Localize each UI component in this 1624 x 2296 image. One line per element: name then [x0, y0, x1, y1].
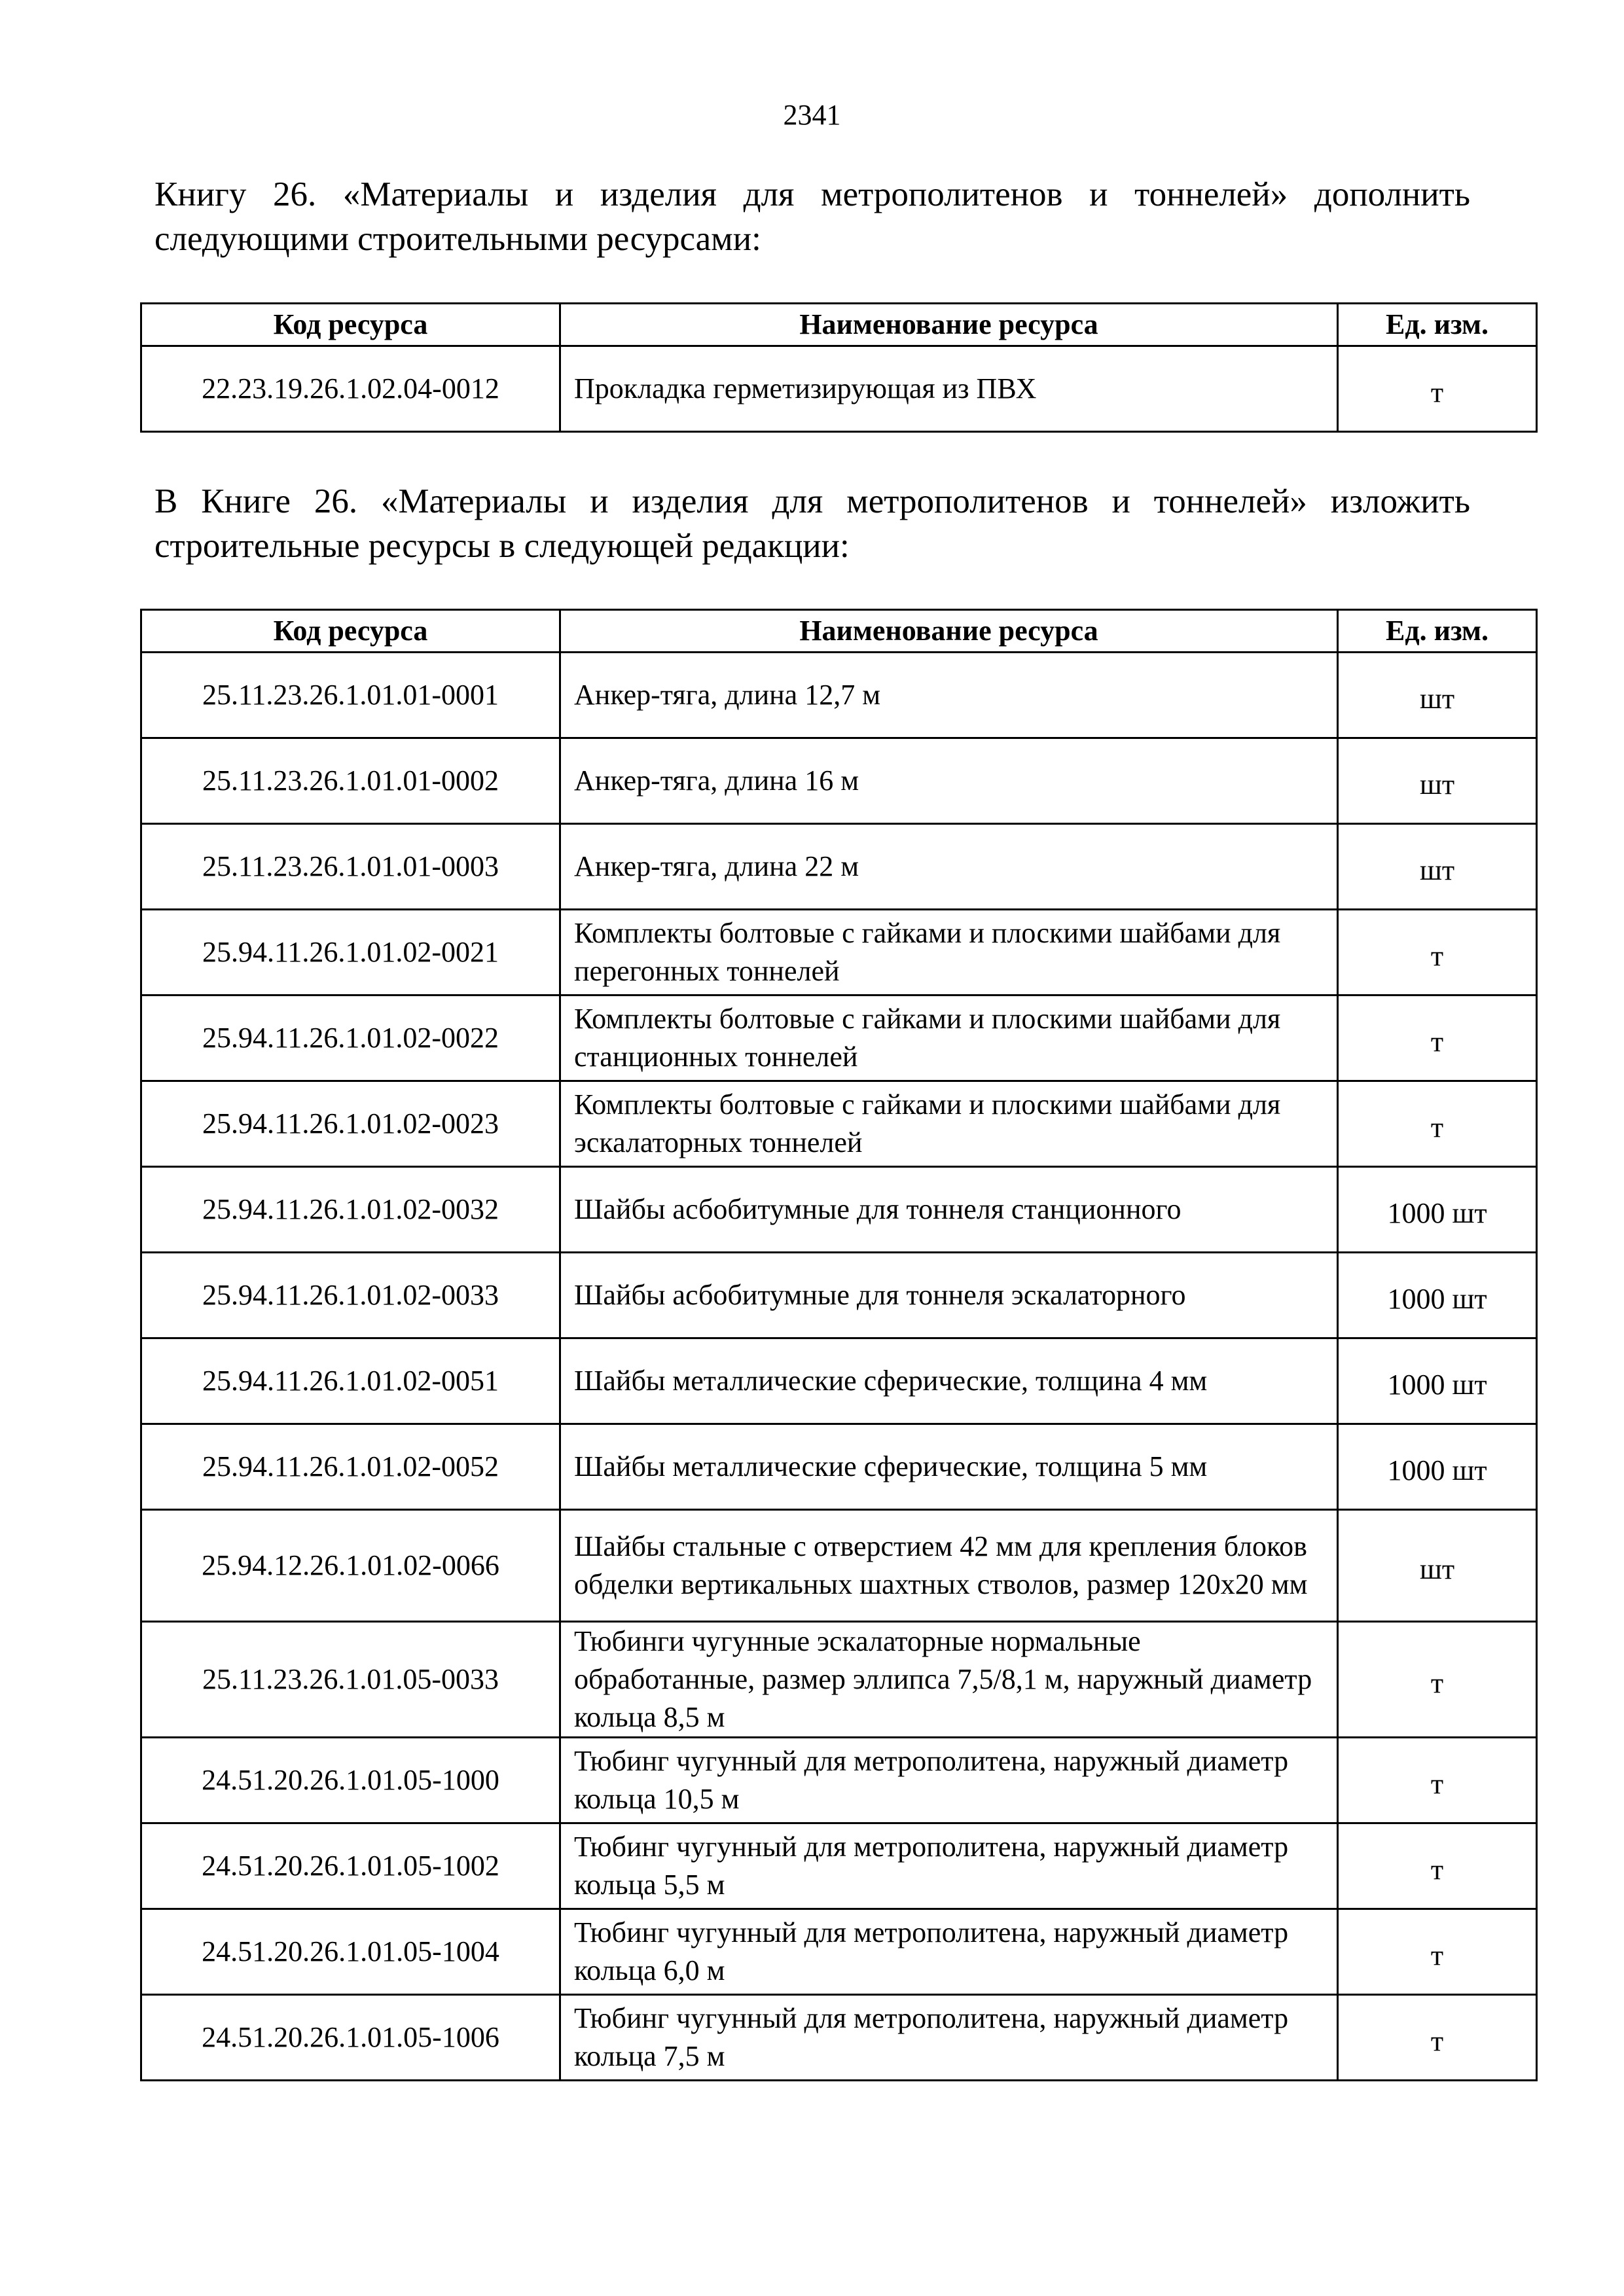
- resource-unit: [1338, 910, 1537, 996]
- resource-name: Комплекты болтовые с гайками и плоскими шайбами для перегонных тоннелей: [560, 910, 1338, 996]
- table-row: [141, 1338, 1537, 1424]
- section2-intro: В Книге 26. «Материалы и изделия для метрополитенов и тоннелей» изложить строительные ресурсы в следующей редакции:: [154, 482, 1470, 565]
- table-row: [141, 910, 1537, 996]
- resource-unit: [1338, 1510, 1537, 1622]
- resource-unit-text: 1000 шт: [1387, 1369, 1487, 1401]
- resource-code: 22.23.19.26.1.02.04-0012: [141, 346, 560, 432]
- resource-code: 24.51.20.26.1.01.05-1006: [141, 1995, 560, 2081]
- resource-code: 24.51.20.26.1.01.05-1000: [141, 1738, 560, 1823]
- resource-code: 25.94.11.26.1.01.02-0032: [141, 1167, 560, 1253]
- table-row: [141, 1622, 1537, 1738]
- resource-name: Тюбинг чугунный для метрополитена, наружный диаметр кольца 6,0 м: [560, 1909, 1338, 1995]
- resource-unit-text: т: [1430, 940, 1444, 972]
- table-row: [141, 1909, 1537, 1995]
- page-number: 2341: [783, 99, 841, 131]
- resource-name: Тюбинг чугунный для метрополитена, наружный диаметр кольца 10,5 м: [560, 1738, 1338, 1823]
- table-row: [141, 1738, 1537, 1823]
- table-header-row: [141, 610, 1537, 653]
- resource-unit-text: шт: [1419, 1553, 1455, 1585]
- resource-name: Комплекты болтовые с гайками и плоскими шайбами для эскалаторных тоннелей: [560, 1081, 1338, 1167]
- resource-unit: [1338, 1424, 1537, 1510]
- header-unit: Ед. изм.: [1338, 610, 1537, 653]
- header-unit: Ед. изм.: [1338, 304, 1537, 346]
- resource-unit-text: шт: [1419, 683, 1455, 715]
- resource-unit-text: 1000 шт: [1387, 1197, 1487, 1229]
- section1-intro: Книгу 26. «Материалы и изделия для метрополитенов и тоннелей» дополнить следующими строительными ресурсами:: [154, 175, 1470, 258]
- resource-unit: [1338, 738, 1537, 824]
- header-code: Код ресурса: [141, 304, 560, 346]
- resource-unit: [1338, 1167, 1537, 1253]
- resource-unit: [1338, 1253, 1537, 1338]
- resource-unit: [1338, 1622, 1537, 1738]
- header-name: Наименование ресурса: [560, 304, 1338, 346]
- header-code: Код ресурса: [141, 610, 560, 653]
- resource-name: Шайбы асбобитумные для тоннеля станционного: [560, 1167, 1338, 1253]
- resource-unit: [1338, 346, 1537, 432]
- resource-name: Шайбы металлические сферические, толщина 4 мм: [560, 1338, 1338, 1424]
- resource-code: 25.94.12.26.1.01.02-0066: [141, 1510, 560, 1622]
- resource-code: 25.94.11.26.1.01.02-0023: [141, 1081, 560, 1167]
- table-row: [141, 1167, 1537, 1253]
- resource-name: Анкер-тяга, длина 22 м: [560, 824, 1338, 910]
- resource-unit-text: т: [1430, 1111, 1444, 1143]
- resource-name: Прокладка герметизирующая из ПВХ: [560, 346, 1338, 432]
- header-name: Наименование ресурса: [560, 610, 1338, 653]
- resource-unit-text: т: [1430, 376, 1444, 408]
- table-row: [141, 824, 1537, 910]
- table-row: [141, 1995, 1537, 2081]
- table-row: [141, 1510, 1537, 1622]
- resource-unit: [1338, 1338, 1537, 1424]
- resources-edit-table: [140, 609, 1538, 2081]
- resource-unit: [1338, 1995, 1537, 2081]
- table-row: [141, 1823, 1537, 1909]
- resource-code: 25.11.23.26.1.01.01-0002: [141, 738, 560, 824]
- resource-name: Тюбинг чугунный для метрополитена, наружный диаметр кольца 5,5 м: [560, 1823, 1338, 1909]
- resource-code: 25.11.23.26.1.01.01-0003: [141, 824, 560, 910]
- resources-add-table: [140, 302, 1538, 433]
- resource-code: 25.11.23.26.1.01.05-0033: [141, 1622, 560, 1738]
- table-row: [141, 996, 1537, 1081]
- resource-code: 25.94.11.26.1.01.02-0022: [141, 996, 560, 1081]
- resource-code: 25.94.11.26.1.01.02-0021: [141, 910, 560, 996]
- resource-unit-text: т: [1430, 1768, 1444, 1800]
- resource-unit-text: шт: [1419, 768, 1455, 800]
- resource-unit-text: т: [1430, 1667, 1444, 1699]
- resource-name: Тюбинги чугунные эскалаторные нормальные обработанные, размер эллипса 7,5/8,1 м, наружный диаметр кольца 8,5 м: [560, 1622, 1338, 1738]
- resource-name: Анкер-тяга, длина 16 м: [560, 738, 1338, 824]
- resource-code: 25.94.11.26.1.01.02-0052: [141, 1424, 560, 1510]
- table-row: [141, 653, 1537, 738]
- resource-unit: [1338, 1081, 1537, 1167]
- resource-unit-text: 1000 шт: [1387, 1454, 1487, 1486]
- resource-unit: [1338, 1738, 1537, 1823]
- resource-unit-text: 1000 шт: [1387, 1283, 1487, 1315]
- resource-name: Тюбинг чугунный для метрополитена, наружный диаметр кольца 7,5 м: [560, 1995, 1338, 2081]
- resource-name: Комплекты болтовые с гайками и плоскими шайбами для станционных тоннелей: [560, 996, 1338, 1081]
- table-row: [141, 1081, 1537, 1167]
- resource-unit: [1338, 824, 1537, 910]
- resource-unit-text: т: [1430, 1939, 1444, 1971]
- table-header-row: [141, 304, 1537, 346]
- resource-name: Анкер-тяга, длина 12,7 м: [560, 653, 1338, 738]
- resource-unit-text: шт: [1419, 854, 1455, 886]
- resource-name: Шайбы стальные с отверстием 42 мм для крепления блоков обделки вертикальных шахтных стволов, размер 120х20 мм: [560, 1510, 1338, 1622]
- resource-name: Шайбы асбобитумные для тоннеля эскалаторного: [560, 1253, 1338, 1338]
- resource-unit: [1338, 1909, 1537, 1995]
- resource-code: 24.51.20.26.1.01.05-1002: [141, 1823, 560, 1909]
- resource-code: 24.51.20.26.1.01.05-1004: [141, 1909, 560, 1995]
- resource-unit-text: т: [1430, 1026, 1444, 1058]
- resource-unit: [1338, 653, 1537, 738]
- table-row: [141, 738, 1537, 824]
- resource-code: 25.94.11.26.1.01.02-0051: [141, 1338, 560, 1424]
- resource-unit: [1338, 996, 1537, 1081]
- resource-name: Шайбы металлические сферические, толщина 5 мм: [560, 1424, 1338, 1510]
- table-row: [141, 1424, 1537, 1510]
- resource-unit: [1338, 1823, 1537, 1909]
- resource-unit-text: т: [1430, 1854, 1444, 1886]
- resource-unit-text: т: [1430, 2025, 1444, 2057]
- resource-code: 25.94.11.26.1.01.02-0033: [141, 1253, 560, 1338]
- table-row: [141, 1253, 1537, 1338]
- resource-code: 25.11.23.26.1.01.01-0001: [141, 653, 560, 738]
- table-row: [141, 346, 1537, 432]
